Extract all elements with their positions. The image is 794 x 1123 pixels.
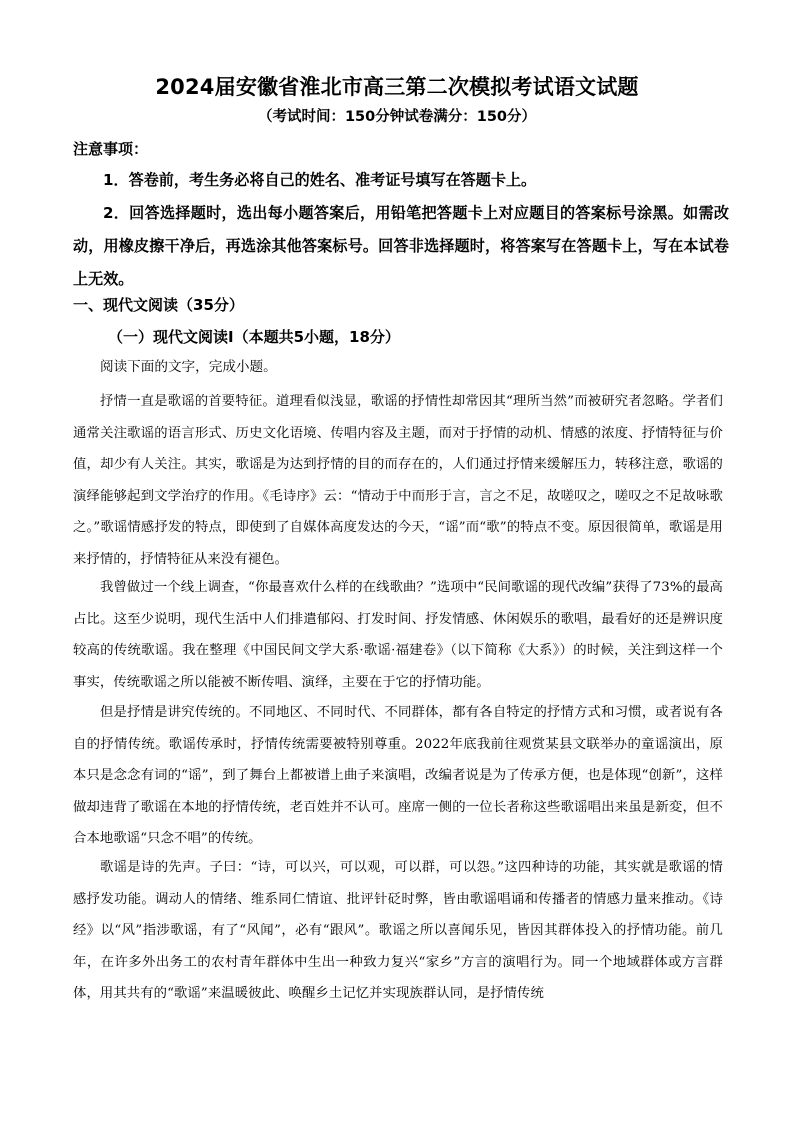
passage-paragraph-2: 我曾做过一个线上调查，“你最喜欢什么样的在线歌曲？”选项中“民间歌谣的现代改编”获得了73%的最高占比。这至少说明，现代生活中人们排遣郁闷、打发时间、抒发情感、休闲娱乐的歌唱，最看好的还是辨识度较高的传统歌谣。我在整理《中国民间文学大系·歌谣·福建卷》（以下简称《大系》）的时候，关注到这样一个事实，传统歌谣之所以能被不断传唱、演绎，主要在于它的抒情功能。 bbox=[73, 580, 723, 690]
exam-subtitle: （考试时间：150分钟试卷满分：150分） bbox=[257, 109, 537, 125]
section-heading: 一、现代文阅读（35分） bbox=[73, 296, 244, 314]
passage-paragraph-1: 抒情一直是歌谣的首要特征。道理看似浅显，歌谣的抒情性却常因其“理所当然”而被研究者忽略。学者们通常关注歌谣的语言形式、历史文化语境、传唱内容及主题，而对于抒情的动机、情感的浓度、抒情特征与价值，却少有人关注。其实，歌谣是为达到抒情的目的而存在的，人们通过抒情来缓解压力，转移注意，歌谣的演绎能够起到文学治疗的作用。《毛诗序》云：“情动于中而形于言，言之不足，故嗟叹之，嗟叹之不足故咏歌之。”歌谣情感抒发的特点，即使到了自媒体高度发达的今天，“谣”而“歌”的特点不变。原因很简单，歌谣是用来抒情的，抒情特征从来没有褪色。 bbox=[73, 394, 723, 567]
notice-item-2: 2．回答选择题时，选出每小题答案后，用铅笔把答题卡上对应题目的答案标号涂黑。如需改动，用橡皮擦干净后，再选涂其他答案标号。回答非选择题时，将答案写在答题卡上，写在本试卷上无效。 bbox=[73, 204, 729, 288]
reading-instruction: 阅读下面的文字，完成小题。 bbox=[100, 359, 277, 375]
passage-paragraph-4: 歌谣是诗的先声。子曰：“诗，可以兴，可以观，可以群，可以怨。”这四种诗的功能，其实就是歌谣的情感抒发功能。调动人的情绪、维系同仁情谊、批评针砭时弊，皆由歌谣唱诵和传播者的情感力量来推动。《诗经》以“风”指涉歌谣，有了“风闻”，必有“跟风”。歌谣之所以喜闻乐见，皆因其群体投入的抒情功能。前几年，在许多外出务工的农村青年群体中生出一种致力复兴“家乡”方言的演唱行为。同一个地域群体或方言群体，用其共有的“歌谣”来温暖彼此、唤醒乡土记忆并实现族群认同，是抒情传统 bbox=[73, 860, 723, 1001]
exam-title: 2024届安徽省淮北市高三第二次模拟考试语文试题 bbox=[155, 75, 639, 99]
passage-paragraph-3: 但是抒情是讲究传统的。不同地区、不同时代、不同群体，都有各自特定的抒情方式和习惯，或者说有各自的抒情传统。歌谣传承时，抒情传统需要被特别尊重。2022年底我前往观赏某县文联举办的童谣演出，原本只是念念有词的“谣”，到了舞台上都被谱上曲子来演唱，改编者说是为了传承方便，也是体现“创新”，这样做却违背了歌谣在本地的抒情传统，老百姓并不认可。座席一侧的一位长者称这些歌谣唱出来虽是新変，但不合本地歌谣“只念不唱”的传统。 bbox=[73, 705, 723, 846]
subsection-heading: （一）现代文阅读Ⅰ（本题共5小题，18分） bbox=[108, 328, 400, 346]
notice-item-1: 1．答卷前，考生务必将自己的姓名、准考证号填写在答题卡上。 bbox=[103, 171, 537, 189]
notice-heading: 注意事项： bbox=[73, 140, 149, 158]
